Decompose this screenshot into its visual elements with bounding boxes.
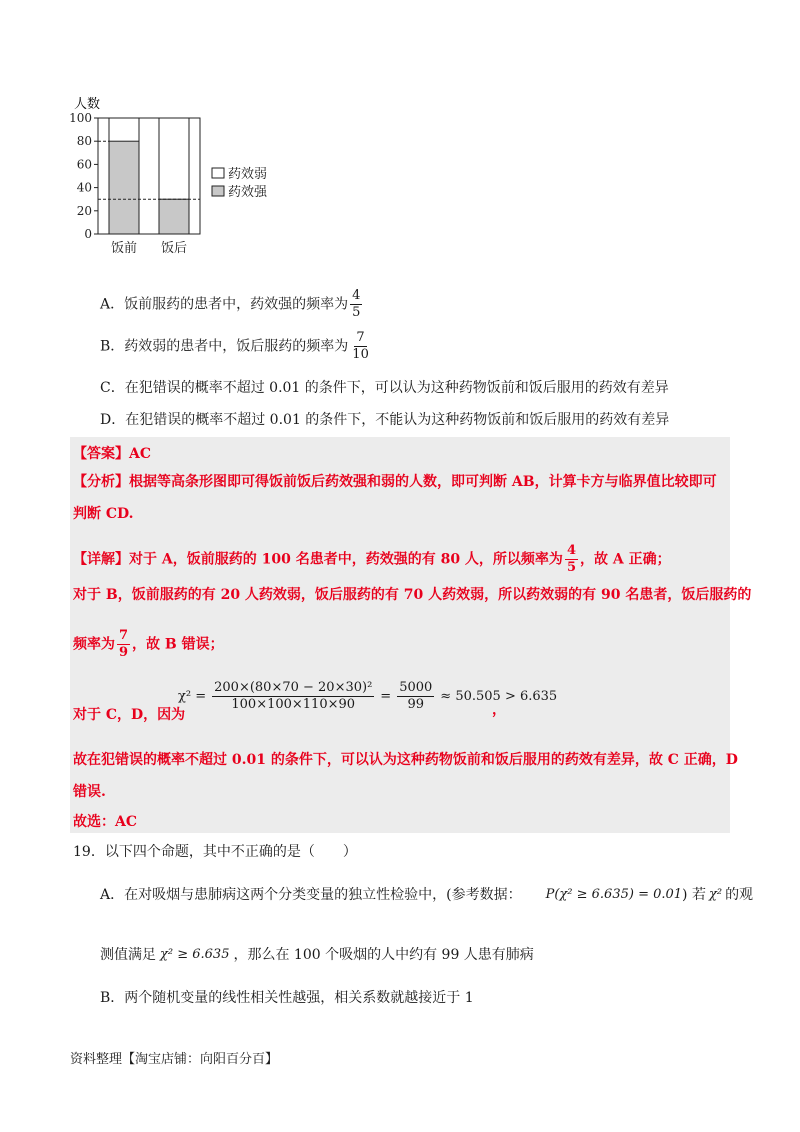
x-category-饭前: 饭前 bbox=[110, 241, 138, 256]
y-tick-label-40: 40 bbox=[76, 180, 92, 195]
detail-line-6: 错误. bbox=[73, 784, 106, 800]
q19-stem: 19．以下四个命题，其中不正确的是（ ） bbox=[73, 844, 357, 860]
chi-fraction-2: $\frac{5000}{99}$ bbox=[399, 680, 433, 712]
detail-line-2: 对于 B，饭前服药的有 20 人药效弱，饭后服药的有 70 人药效弱，所以药效弱的有 90 名患者，饭后服药的 bbox=[73, 587, 752, 603]
y-tick-label-20: 20 bbox=[76, 203, 92, 218]
detail-line-4-label: 对于 C，D，因为 bbox=[73, 707, 186, 723]
bar-strong-饭后 bbox=[159, 199, 189, 234]
fraction-4-5: $\frac{4}{5}$ bbox=[352, 288, 361, 320]
y-tick-label-100: 100 bbox=[69, 111, 92, 125]
legend-label-药效弱: 药效弱 bbox=[228, 167, 268, 182]
bar-strong-饭前 bbox=[109, 141, 139, 234]
detail-line-1: 【详解】对于 A，饭前服药的 100 名患者中，药效强的有 80 人，所以频率为 $\frac{4}{5}$ ，故 A 正确； bbox=[73, 543, 671, 575]
option-b: B．药效弱的患者中，饭后服药的频率为 $\frac{7}{10}$ bbox=[100, 330, 369, 362]
final-choice: 故选：AC bbox=[73, 814, 138, 830]
x-axis-categories bbox=[111, 241, 187, 256]
footer-source: 资料整理【淘宝店铺：向阳百分百】 bbox=[70, 1052, 279, 1067]
bar-chart bbox=[60, 90, 300, 260]
legend bbox=[212, 167, 268, 200]
q19-option-a-line-2: 测值满足 χ² ≥ 6.635 ，那么在 100 个吸烟的人中约有 99 人患有肺病 bbox=[100, 947, 534, 963]
analysis-line-2: 判断 CD. bbox=[73, 506, 134, 522]
detail-line-3: 频率为 $\frac{7}{9}$ ，故 B 错误； bbox=[73, 628, 224, 660]
detail-line-5: 故在犯错误的概率不超过 0.01 的条件下，可以认为这种药物饭前和饭后服用的药效有差异，故 C 正确，D bbox=[73, 752, 738, 768]
fraction-7-9: $\frac{7}{9}$ bbox=[119, 628, 129, 660]
fraction-4-5-detail: $\frac{4}{5}$ bbox=[566, 543, 576, 575]
chi-square-formula: χ² = $\frac{\text{200×(80×70 − 20×30)²}}{100\times 100\times 110\times 90}$ = $\frac{5000}{99}$ ≈ 50.505 > 6.635 bbox=[178, 680, 558, 712]
legend-swatch-药效弱 bbox=[212, 168, 224, 178]
x-category-饭后: 饭后 bbox=[160, 241, 188, 256]
bars bbox=[109, 118, 189, 234]
fraction-7-10: $\frac{7}{10}$ bbox=[352, 330, 369, 362]
legend-label-药效强: 药效强 bbox=[228, 185, 268, 200]
option-d: D．在犯错误的概率不超过 0.01 的条件下，不能认为这种药物饭前和饭后服用的药效有差异 bbox=[100, 412, 670, 428]
y-axis-label: 人数 bbox=[74, 97, 101, 112]
legend-swatch-药效强 bbox=[212, 186, 224, 196]
q19-option-a-line-1: A．在对吸烟与患肺病这两个分类变量的独立性检验中，(参考数据： P(χ² ≥ 6.635) = 0.01 ) 若 χ² 的观 bbox=[100, 887, 754, 903]
chi-fraction: $\frac{\text{200×(80×70 − 20×30)²}}{100\times 100\times 110\times 90}$ bbox=[214, 680, 373, 712]
detail-line-4-comma: ， bbox=[492, 702, 506, 718]
analysis-line-1: 【分析】根据等高条形图即可得饭前饭后药效强和弱的人数，即可判断 AB，计算卡方与临界值比较即可 bbox=[73, 474, 717, 490]
q19-option-b: B．两个随机变量的线性相关性越强，相关系数就越接近于 1 bbox=[100, 990, 474, 1006]
y-tick-label-80: 80 bbox=[76, 134, 92, 149]
y-tick-label-0: 0 bbox=[84, 227, 92, 241]
answer-label: 【答案】AC bbox=[73, 446, 152, 462]
y-tick-label-60: 60 bbox=[76, 157, 92, 172]
option-c: C．在犯错误的概率不超过 0.01 的条件下，可以认为这种药物饭前和饭后服用的药效有差异 bbox=[100, 380, 669, 396]
option-a: A．饭前服药的患者中，药效强的频率为 $\frac{4}{5}$ bbox=[100, 288, 361, 320]
